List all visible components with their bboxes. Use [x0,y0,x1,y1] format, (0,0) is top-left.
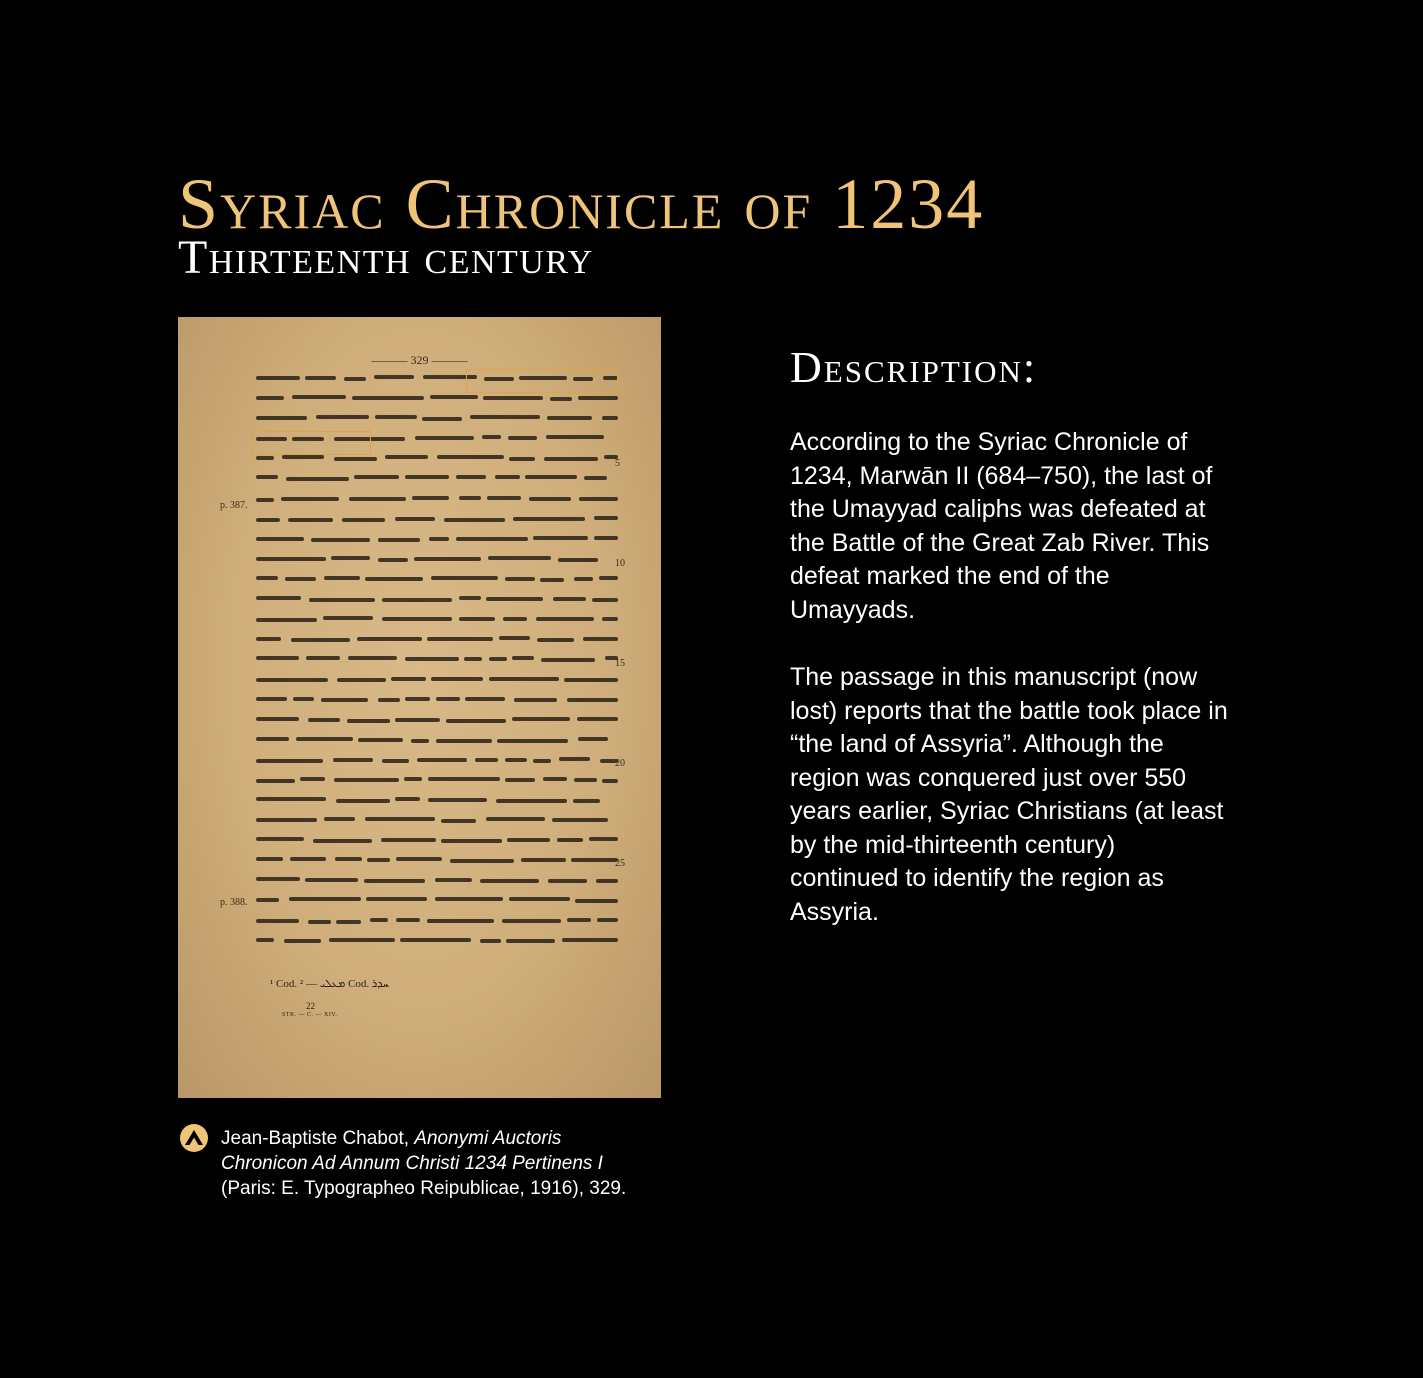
script-word [486,597,543,601]
script-word [391,677,426,681]
script-word [285,577,316,581]
script-word [450,859,514,863]
script-line [256,936,618,947]
script-word [256,678,328,682]
script-line [256,654,618,665]
script-word [281,497,339,501]
script-word [375,415,417,419]
script-line [256,755,618,766]
script-word [256,818,317,822]
script-word [378,538,420,542]
script-word [428,798,487,802]
script-word [502,919,561,923]
script-word [428,777,500,781]
script-word [435,878,472,882]
script-word [344,377,366,381]
script-word [354,475,399,479]
script-word [256,537,304,541]
script-word [256,759,323,763]
script-word [414,557,481,561]
script-word [575,899,618,903]
script-word [488,556,551,560]
script-word [405,475,449,479]
script-line [256,514,618,525]
highlight-box-2 [251,431,371,455]
script-word [374,375,414,379]
script-word [547,416,592,420]
script-word [521,858,566,862]
script-word [496,799,567,803]
description-paragraph-2: The passage in this manuscript (now lost) reports that the battle took place in “the land of Assyria”. Although the region was conquered just over 550 years earlier, Syriac Christians (at least by the mid-thirteenth century) continued to identify the region as Assyria. [790,663,1228,926]
script-word [508,436,537,440]
script-word [289,897,361,901]
script-word [282,455,324,459]
script-word [574,778,597,782]
script-word [427,919,494,923]
script-word [459,596,481,600]
source-icon [180,1124,208,1152]
image-caption [221,1126,681,1201]
script-word [509,457,535,461]
script-word [446,719,506,723]
script-line [256,574,618,585]
manuscript-script-lines [256,373,618,956]
script-word [288,518,333,522]
script-word [256,737,289,741]
script-word [256,697,287,701]
script-word [559,757,590,761]
script-word [256,618,317,622]
margin-line-5: 5 [615,458,620,469]
script-word [503,617,527,621]
script-line [256,634,618,645]
script-word [358,738,403,742]
script-word [533,759,551,763]
script-word [594,536,618,540]
script-word [365,577,423,581]
script-word [579,497,618,501]
script-word [256,456,274,460]
script-word [415,436,474,440]
script-word [256,576,278,580]
script-word [256,498,274,502]
script-word [558,558,598,562]
script-word [366,897,427,901]
script-word [357,637,422,641]
script-word [464,657,482,661]
script-word [256,938,274,942]
script-word [599,576,618,580]
script-word [577,717,618,721]
script-word [533,536,588,540]
script-word [404,777,422,781]
script-word [256,919,299,923]
script-word [256,857,283,861]
script-line [256,715,618,726]
script-word [513,517,585,521]
script-word [382,759,409,763]
script-line [256,855,618,866]
script-line [256,674,618,685]
script-word [573,799,600,803]
script-word [308,718,340,722]
script-word [529,497,571,501]
script-word [417,758,467,762]
margin-line-20: 20 [615,758,625,769]
script-word [550,397,572,401]
script-line [256,835,618,846]
caption-author: Jean-Baptiste Chabot, [221,1128,415,1149]
script-word [396,857,442,861]
script-word [475,758,498,762]
script-word [584,476,607,480]
script-word [385,455,428,459]
manuscript-footnote-page: 22 [306,1001,315,1011]
script-word [441,819,476,823]
script-word [499,636,530,640]
script-word [364,879,425,883]
script-word [256,637,281,641]
script-word [553,597,586,601]
script-word [256,416,307,420]
script-word [444,518,505,522]
script-word [321,698,368,702]
script-word [602,416,618,420]
script-word [537,638,574,642]
script-word [525,475,577,479]
script-word [290,857,326,861]
script-word [564,678,618,682]
script-line [256,916,618,927]
script-word [256,898,279,902]
script-word [589,837,618,841]
script-word [296,737,353,741]
script-word [574,577,593,581]
page-subtitle: Thirteenth century [178,231,594,284]
script-line [256,413,618,424]
script-word [365,817,435,821]
script-word [256,396,284,400]
script-word [431,677,483,681]
script-word [512,717,570,721]
script-word [571,858,618,862]
script-word [300,777,325,781]
margin-line-15: 15 [615,658,625,669]
script-word [507,838,550,842]
script-line [256,453,618,464]
script-word [286,477,349,481]
script-word [329,938,395,942]
script-word [497,739,568,743]
script-word [381,838,436,842]
script-word [370,918,388,922]
script-word [459,496,481,500]
script-word [305,878,358,882]
script-word [567,918,591,922]
script-word [437,455,504,459]
script-line [256,494,618,505]
script-word [352,396,424,400]
script-word [578,737,608,741]
script-word [342,518,385,522]
script-word [596,879,618,883]
script-word [514,698,557,702]
manuscript-signature: STR. — C. — XIV. [282,1012,338,1018]
script-word [309,598,375,602]
script-word [594,516,618,520]
script-word [548,879,587,883]
script-word [316,415,369,419]
script-word [337,678,386,682]
script-word [431,576,498,580]
script-word [552,818,608,822]
script-word [412,496,449,500]
script-word [422,417,462,421]
script-word [436,697,460,701]
script-word [429,537,449,541]
caption-publication: (Paris: E. Typographeo Reipublicae, 1916), 329. [221,1178,627,1199]
script-word [465,697,505,701]
manuscript-image [178,317,661,1098]
script-word [486,817,545,821]
script-word [334,457,377,461]
script-line [256,614,618,625]
script-word [291,638,350,642]
script-word [324,576,360,580]
script-word [333,758,373,762]
script-word [487,496,521,500]
script-word [597,918,618,922]
script-word [541,658,595,662]
script-word [483,396,543,400]
script-line [256,473,618,484]
script-word [256,837,304,841]
manuscript-footnote: ¹ Cod. ܡܥܠܝ — ² Cod. ܚܕܪ [270,978,390,990]
script-word [512,656,534,660]
script-word [256,717,299,721]
script-word [334,778,399,782]
script-line [256,695,618,706]
script-line [256,815,618,826]
script-word [436,739,492,743]
margin-page-388: p. 388. [220,897,248,908]
script-word [505,778,535,782]
script-word [308,920,331,924]
script-line [256,795,618,806]
script-word [336,920,361,924]
script-word [592,598,618,602]
script-word [313,839,372,843]
script-word [256,656,299,660]
script-line [256,895,618,906]
script-word [382,598,452,602]
description-paragraph-1: According to the Syriac Chronicle of 1234, Marwān II (684–750), the last of the Umayyad caliphs was defeated at the Battle of the Great Zab River. This defeat marked the end of the Umayyads. [790,428,1213,624]
script-word [567,698,618,702]
script-word [562,938,618,942]
script-word [602,779,618,783]
script-word [557,838,583,842]
script-word [395,797,420,801]
script-word [546,435,604,439]
script-word [396,918,420,922]
script-line [256,775,618,786]
script-word [256,596,301,600]
margin-line-10: 10 [615,558,625,569]
script-word [411,739,429,743]
script-word [256,877,300,881]
script-word [505,577,535,581]
description-heading: Description: [790,343,1038,392]
script-word [470,415,540,419]
script-word [480,939,501,943]
script-line [256,735,618,746]
margin-line-25: 25 [615,858,625,869]
script-word [509,897,570,901]
script-word [323,616,373,620]
script-word [544,457,598,461]
script-word [367,858,390,862]
script-word [256,475,278,479]
script-word [506,939,555,943]
script-word [495,475,520,479]
script-word [378,698,400,702]
script-line [256,594,618,605]
script-word [543,777,567,781]
script-line [256,554,618,565]
page-title: Syriac Chronicle of 1234 [178,164,985,244]
script-word [311,538,370,542]
script-word [324,817,355,821]
script-line [256,875,618,886]
script-word [430,395,478,399]
script-word [583,637,618,641]
script-line [256,393,618,404]
script-word [505,758,527,762]
script-word [256,557,326,561]
script-word [256,376,300,380]
script-word [480,879,539,883]
script-word [536,617,594,621]
script-word [489,677,559,681]
script-word [284,939,321,943]
script-word [256,779,295,783]
highlight-box-1 [466,369,618,393]
script-word [395,517,435,521]
script-word [305,376,336,380]
script-word [405,697,430,701]
script-word [482,435,501,439]
script-word [441,839,502,843]
script-word [456,475,486,479]
script-word [331,556,370,560]
script-word [336,799,390,803]
script-word [459,617,495,621]
script-word [382,617,452,621]
manuscript-page-number: ——— 329 ——— [371,353,468,367]
script-word [602,617,618,621]
caption-title-line1: Anonymi Auctoris [414,1128,562,1149]
script-word [400,938,471,942]
script-word [435,897,503,901]
script-word [349,497,406,501]
script-word [489,657,507,661]
script-word [306,656,340,660]
script-word [456,537,528,541]
script-word [347,719,390,723]
script-word [293,697,314,701]
script-word [292,395,346,399]
script-word [578,396,618,400]
margin-page-387: p. 387. [220,500,248,511]
script-word [405,657,459,661]
script-word [540,578,564,582]
script-word [427,637,493,641]
script-word [335,857,362,861]
caption-title-line2: Chronicon Ad Annum Christi 1234 Pertinens I [221,1153,603,1174]
script-line [256,534,618,545]
script-word [378,558,408,562]
script-word [256,518,280,522]
script-word [348,656,397,660]
script-word [395,718,440,722]
script-word [256,797,326,801]
